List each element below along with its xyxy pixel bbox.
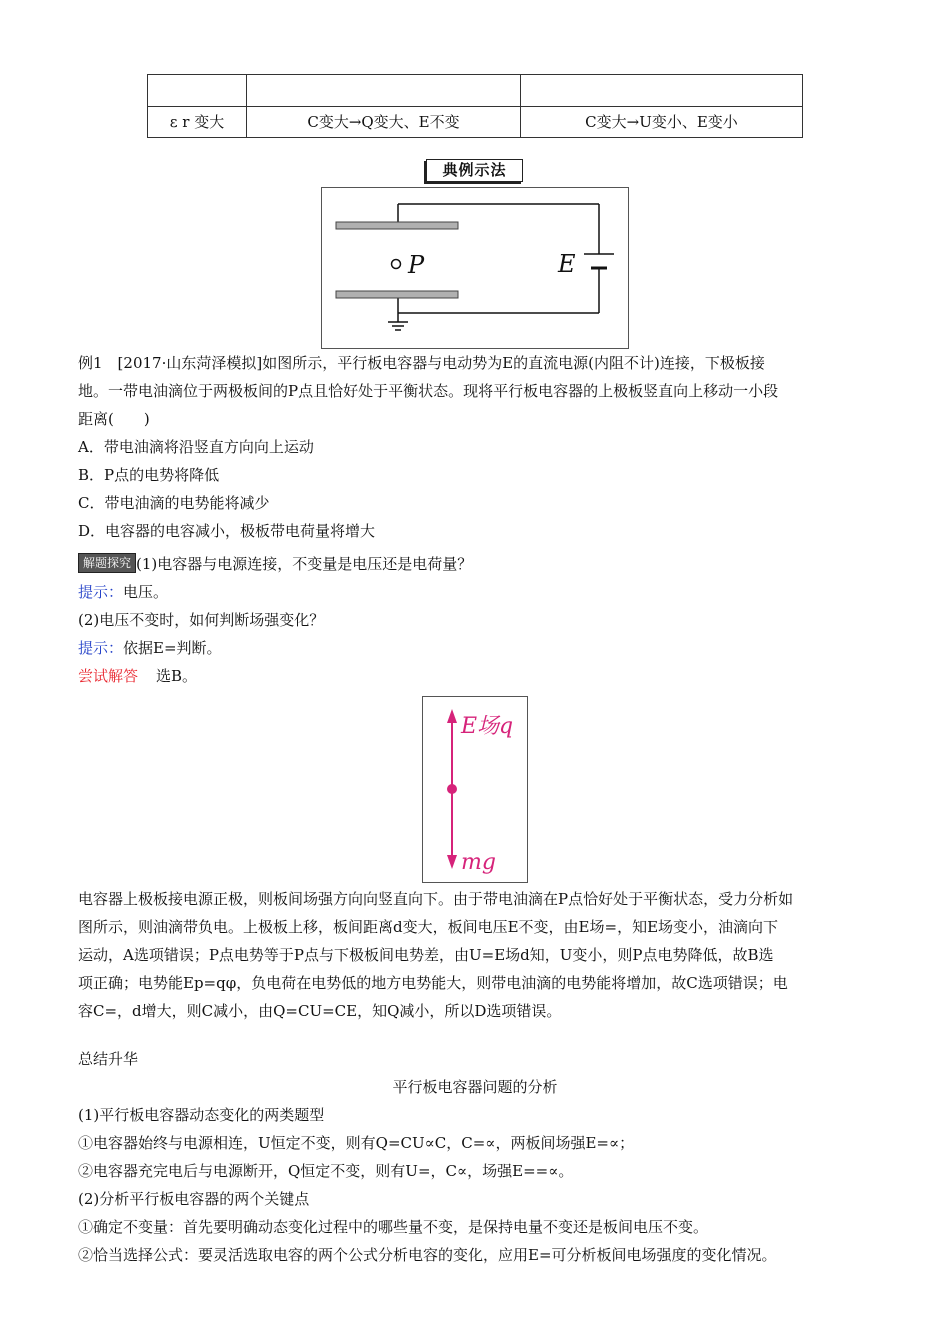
arrow-down-icon: [447, 855, 457, 869]
explanation-line-4: 项正确；电势能Ep=qφ，负电荷在电势低的地方电势能大，则带电油滴的电势能将增加，故C选项错误；电: [78, 974, 788, 992]
table-cell-charge-const: C变大→Q变大、E不变: [307, 113, 460, 131]
section-title-badge: 典例示法: [426, 159, 523, 182]
explanation-line-3: 运动，A选项错误；P点电势等于P点与下极板间电势差，由U=E场d知，U变小，则P点电势降低，故B选: [78, 946, 774, 964]
label-p: P: [408, 251, 425, 279]
summary-s1: (1)平行板电容器动态变化的两类题型: [78, 1106, 325, 1124]
capacitor-circuit-figure: [321, 187, 629, 349]
try-label: 尝试解答: [78, 667, 139, 685]
point-p-marker: [392, 260, 401, 269]
oil-drop-dot: [447, 784, 457, 794]
analysis-a1-row: [78, 581, 168, 603]
try-answer: 选B。: [156, 667, 198, 685]
analysis-badge: 解题探究: [78, 553, 136, 573]
question-line-1: 例1 [2017·山东菏泽模拟]如图所示，平行板电容器与电动势为E的直流电源(内阻不计)连接，下极板接: [78, 354, 765, 372]
analysis-a2-row: [78, 637, 222, 659]
analysis-a2: 依据E=判断。: [123, 639, 222, 657]
explanation-line-1: 电容器上极板接电源正极，则板间场强方向向竖直向下。由于带电油滴在P点恰好处于平衡状态，受力分析如: [78, 890, 794, 908]
summary-s1b: ②电容器充完电后与电源断开，Q恒定不变，则有U=，C∝，场强E==∝。: [78, 1162, 574, 1180]
electric-force-label: E场q: [461, 714, 514, 739]
comparison-table: [147, 74, 803, 138]
force-diagram-figure: [422, 696, 528, 883]
summary-title: 平行板电容器问题的分析: [392, 1078, 558, 1096]
summary-s1a: ①电容器始终与电源相连，U恒定不变，则有Q=CU∝C，C=∝，两板间场强E=∝；: [78, 1134, 635, 1152]
option-c: C．带电油滴的电势能将减少: [78, 494, 270, 512]
try-answer-row: [78, 665, 197, 687]
question-line-3: 距离( ): [78, 410, 150, 428]
lower-plate: [336, 291, 458, 298]
option-b: B．P点的电势将降低: [78, 466, 220, 484]
summary-s2: (2)分析平行板电容器的两个关键点: [78, 1190, 310, 1208]
summary-s2a: ①确定不变量：首先要明确动态变化过程中的哪些量不变，是保持电量不变还是板间电压不变。: [78, 1218, 709, 1236]
table-row-divider: [148, 106, 802, 107]
table-row-label: ε r 变大: [169, 113, 225, 131]
option-a: A．带电油滴将沿竖直方向向上运动: [78, 438, 314, 456]
summary-heading: 总结升华: [78, 1050, 139, 1068]
option-d: D．电容器的电容减小，极板带电荷量将增大: [78, 522, 376, 540]
analysis-a1: 电压。: [123, 583, 169, 601]
question-line-2: 地。一带电油滴位于两极板间的P点且恰好处于平衡状态。现将平行板电容器的上极板竖直向上移动一小段: [78, 382, 779, 400]
explanation-line-2: 图所示，则油滴带负电。上极板上移，板间距离d变大，板间电压E不变，由E场=，知E场变小，油滴向下: [78, 918, 779, 936]
force-diagram: [423, 697, 527, 882]
table-cell-voltage-const: C变大→U变小、E变小: [585, 113, 738, 131]
upper-plate: [336, 222, 458, 229]
analysis-q1-row: [78, 553, 472, 575]
hint-label-1: 提示：: [78, 583, 124, 601]
analysis-q1: (1)电容器与电源连接，不变量是电压还是电荷量？: [136, 555, 473, 573]
label-e: E: [558, 250, 576, 278]
summary-s2b: ②恰当选择公式：要灵活选取电容的两个公式分析电容的变化，应用E=可分析板间电场强度的变化情况。: [78, 1246, 777, 1264]
explanation-line-5: 容C=，d增大，则C减小，由Q=CU=CE，知Q减小，所以D选项错误。: [78, 1002, 562, 1020]
circuit-diagram: [322, 188, 628, 348]
hint-label-2: 提示：: [78, 639, 124, 657]
arrow-up-icon: [447, 709, 457, 723]
analysis-q2: (2)电压不变时，如何判断场强变化？: [78, 611, 325, 629]
gravity-label: mg: [461, 850, 496, 875]
